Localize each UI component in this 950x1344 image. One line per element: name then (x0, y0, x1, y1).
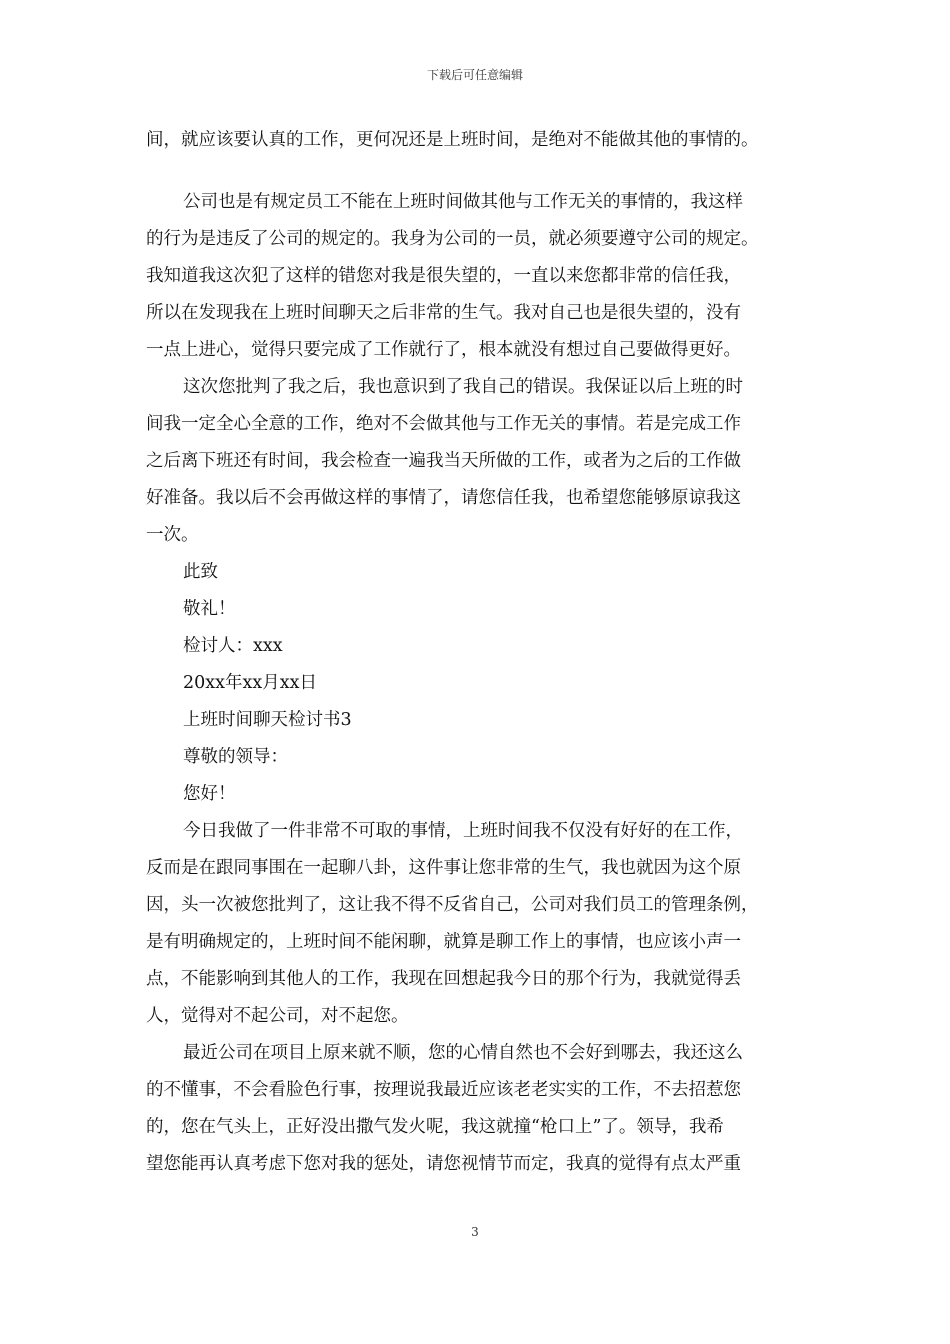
salutation-line: 此致 (183, 562, 218, 582)
text-line: 之后离下班还有时间，我会检查一遍我当天所做的工作，或者为之后的工作做 (146, 451, 741, 471)
text-line: 间我一定全心全意的工作，绝对不会做其他与工作无关的事情。若是完成工作 (146, 414, 741, 434)
signature-line: 检讨人：xxx (183, 636, 283, 656)
text-line: 间，就应该要认真的工作，更何况还是上班时间，是绝对不能做其他的事情的。 (146, 130, 759, 150)
text-line: 好准备。我以后不会再做这样的事情了，请您信任我，也希望您能够原谅我这 (146, 488, 741, 508)
text-line: 望您能再认真考虑下您对我的惩处，请您视情节而定，我真的觉得有点太严重 (146, 1154, 741, 1174)
page-number: 3 (471, 1225, 479, 1239)
section-title: 上班时间聊天检讨书3 (183, 710, 352, 730)
text-line: 这次您批判了我之后，我也意识到了我自己的错误。我保证以后上班的时 (183, 377, 743, 397)
text-line: 我知道我这次犯了这样的错您对我是很失望的，一直以来您都非常的信任我， (146, 266, 741, 286)
paragraph-gap (146, 159, 826, 184)
greeting-line: 您好！ (183, 784, 236, 804)
text-line: 的，您在气头上，正好没出撒气发火呢，我这就撞“枪口上”了。领导，我希 (146, 1117, 724, 1137)
date-line: 20xx年xx月xx日 (183, 673, 317, 693)
text-line: 所以在发现我在上班时间聊天之后非常的生气。我对自己也是很失望的，没有 (146, 303, 741, 323)
text-line: 因，头一次被您批判了，这让我不得不反省自己，公司对我们员工的管理条例， (146, 895, 759, 915)
text-line: 的不懂事，不会看脸色行事，按理说我最近应该老老实实的工作，不去招惹您 (146, 1080, 741, 1100)
text-line: 反而是在跟同事围在一起聊八卦，这件事让您非常的生气，我也就因为这个原 (146, 858, 741, 878)
document-body (146, 122, 826, 1183)
text-line: 今日我做了一件非常不可取的事情，上班时间我不仅没有好好的在工作， (183, 821, 743, 841)
text-line: 人，觉得对不起公司，对不起您。 (146, 1006, 409, 1026)
text-line: 公司也是有规定员工不能在上班时间做其他与工作无关的事情的，我这样 (183, 192, 743, 212)
greeting-line: 尊敬的领导： (183, 747, 288, 767)
text-line: 一次。 (146, 525, 199, 545)
text-line: 最近公司在项目上原来就不顺，您的心情自然也不会好到哪去，我还这么 (183, 1043, 743, 1063)
salutation-line: 敬礼！ (183, 599, 236, 619)
text-line: 点，不能影响到其他人的工作，我现在回想起我今日的那个行为，我就觉得丢 (146, 969, 741, 989)
text-line: 一点上进心，觉得只要完成了工作就行了，根本就没有想过自己要做得更好。 (146, 340, 741, 360)
text-line: 的行为是违反了公司的规定的。我身为公司的一员，就必须要遵守公司的规定。 (146, 229, 759, 249)
text-line: 是有明确规定的，上班时间不能闲聊，就算是聊工作上的事情，也应该小声一 (146, 932, 741, 952)
page-header: 下载后可任意编辑 (426, 68, 523, 82)
